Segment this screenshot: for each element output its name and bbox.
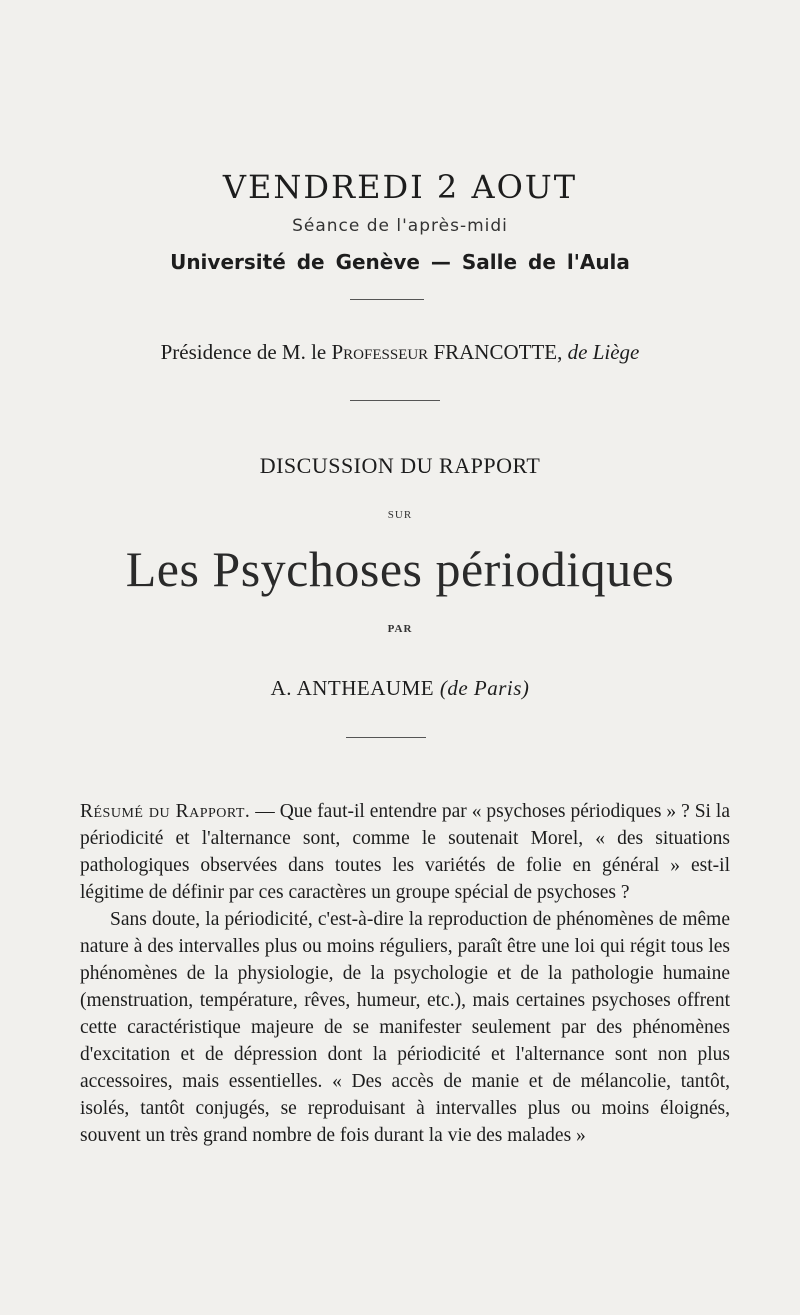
topic-title: Les Psychoses périodiques [125,541,675,597]
paragraph-lead: Résumé du Rapport. [80,801,251,822]
divider-rule [346,737,426,738]
paragraph-text: — Que faut-il entendre par « psychoses périodiques » ? Si la périodicité et l'alternance sont, comme le soutenait Morel, « des situations pathologiques observées dans toutes les variétés de folie en général » est-il légitime de définir par ces caractères un groupe spécial de psychoses ? [80,801,730,903]
author-line [0,676,800,701]
presidence-name: FRANCOTTE, [433,340,563,364]
session-subtitle: Séance de l'après-midi [292,216,508,236]
paragraph [80,798,730,906]
author-name: A. ANTHEAUME [270,676,435,700]
discussion-heading: DISCUSSION DU RAPPORT [259,453,541,478]
presidence-city: de Liège [567,340,640,364]
divider-rule [350,299,424,300]
venue-line: Université de Genève — Salle de l'Aula [170,250,630,274]
divider-rule [350,400,440,401]
body-text [80,798,730,1149]
day-title: VENDREDI 2 AOUT [222,168,578,206]
author-origin: (de Paris) [439,676,530,700]
paragraph: Sans doute, la périodicité, c'est-à-dire la reproduction de phénomènes de même nature à des intervalles plus ou moins réguliers, paraît être une loi qui régit tous les phénomènes de la physiologie, de la psychologie et de la pathologie humaine (menstruation, température, rêves, humeur, etc.), mais certaines psychoses offrent cette caractéristique majeure de se manifester seulement par des phénomènes d'excitation et de dépression dont la périodicité et l'alternance sont non plus accessoires, mais essentielles. « Des accès de manie et de mélancolie, tantôt, isolés, tantôt conjugés, se reproduisant à intervalles plus ou moins éloignés, souvent un très grand nombre de fois durant la vie des malades » [80,909,730,1146]
par-label: PAR [387,623,413,635]
presidence-line [0,340,800,365]
presidence-prefix: Présidence de M. le [160,340,327,364]
sur-label: SUR [387,509,413,521]
presidence-title: Professeur [331,340,429,364]
